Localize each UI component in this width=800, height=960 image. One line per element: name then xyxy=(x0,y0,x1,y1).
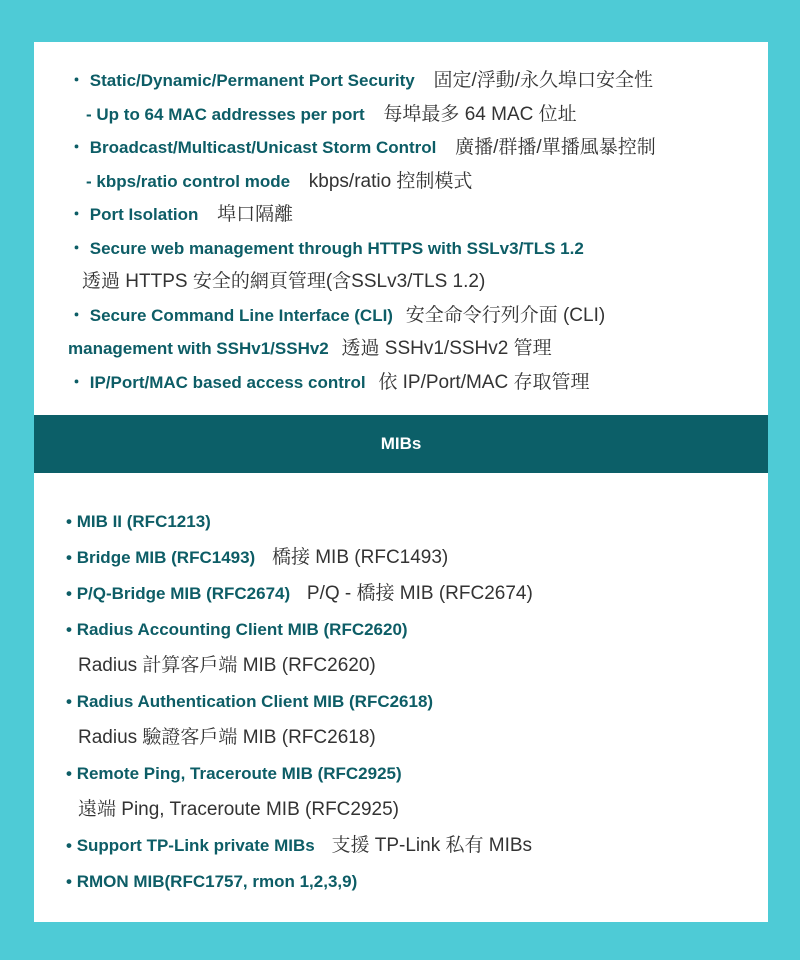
bullet: • xyxy=(66,512,72,531)
list-item xyxy=(34,366,768,400)
bullet: • xyxy=(66,584,72,603)
bullet: - xyxy=(86,171,92,191)
feature-zh: 安全命令行列介面 (CLI) xyxy=(405,304,606,326)
mib-zh: Radius 驗證客戶端 MIB (RFC2618) xyxy=(78,727,376,748)
mib-en: P/Q-Bridge MIB (RFC2674) xyxy=(76,584,291,603)
mib-en: Radius Authentication Client MIB (RFC2618) xyxy=(76,692,434,711)
feature-en: Secure web management through HTTPS with SSLv3/TLS 1.2 xyxy=(89,238,584,258)
mib-list-item xyxy=(34,684,768,720)
bullet: ・ xyxy=(68,138,85,157)
mib-zh: 遠端 Ping, Traceroute MIB (RFC2925) xyxy=(78,799,399,820)
list-item xyxy=(34,64,768,98)
feature-zh: 固定/浮動/永久埠口安全性 xyxy=(433,70,654,91)
list-item xyxy=(34,332,768,366)
bullet: ・ xyxy=(68,372,85,392)
feature-en: Broadcast/Multicast/Unicast Storm Control xyxy=(89,138,437,157)
mib-list-item xyxy=(34,720,768,756)
security-feature-list xyxy=(34,64,768,399)
feature-en: Port Isolation xyxy=(89,205,199,224)
mib-en: RMON MIB(RFC1757, rmon 1,2,3,9) xyxy=(76,872,358,891)
feature-en: management with SSHv1/SSHv2 xyxy=(68,339,329,358)
section-header-mibs: MIBs xyxy=(34,415,768,473)
feature-zh: 廣播/群播/單播風暴控制 xyxy=(455,137,656,158)
content-card xyxy=(34,42,768,922)
mib-zh: P/Q - 橋接 MIB (RFC2674) xyxy=(306,583,533,604)
list-item xyxy=(34,232,768,266)
list-item xyxy=(34,165,768,199)
bullet: ・ xyxy=(68,71,85,90)
bullet: ・ xyxy=(68,305,85,325)
mib-list-item xyxy=(34,828,768,864)
mib-list-item xyxy=(34,540,768,576)
mib-list-item xyxy=(34,792,768,828)
list-item xyxy=(34,299,768,333)
mib-list-item xyxy=(34,576,768,612)
bullet: • xyxy=(66,548,72,567)
mib-en: Remote Ping, Traceroute MIB (RFC2925) xyxy=(76,764,402,783)
mib-zh: Radius 計算客戶端 MIB (RFC2620) xyxy=(78,655,376,676)
bullet: ・ xyxy=(68,205,85,224)
bullet: • xyxy=(66,872,72,891)
mib-list-item xyxy=(34,756,768,792)
feature-en: Secure Command Line Interface (CLI) xyxy=(89,305,393,325)
bullet: • xyxy=(66,620,72,639)
list-item xyxy=(34,265,768,299)
feature-zh: 埠口隔離 xyxy=(217,204,294,225)
bullet: • xyxy=(66,836,72,855)
mib-list-item xyxy=(34,648,768,684)
bullet: ・ xyxy=(68,238,85,258)
mib-list-item xyxy=(34,612,768,648)
mib-en: Bridge MIB (RFC1493) xyxy=(76,548,256,567)
feature-zh: 透過 HTTPS 安全的網頁管理(含SSLv3/TLS 1.2) xyxy=(82,271,486,292)
list-item xyxy=(34,198,768,232)
feature-zh: 依 IP/Port/MAC 存取管理 xyxy=(378,371,590,393)
feature-en: IP/Port/MAC based access control xyxy=(89,372,366,392)
bullet: • xyxy=(66,692,72,711)
feature-en: kbps/ratio control mode xyxy=(96,171,291,191)
mib-en: MIB II (RFC1213) xyxy=(76,512,211,531)
bullet: • xyxy=(66,764,72,783)
mib-list xyxy=(34,504,768,900)
list-item xyxy=(34,131,768,165)
mib-zh: 橋接 MIB (RFC1493) xyxy=(271,547,449,568)
feature-zh: 透過 SSHv1/SSHv2 管理 xyxy=(341,338,552,359)
mib-en: Radius Accounting Client MIB (RFC2620) xyxy=(76,620,408,639)
feature-en: Up to 64 MAC addresses per port xyxy=(96,104,365,124)
bullet: - xyxy=(86,104,92,124)
list-item xyxy=(34,98,768,132)
mib-zh: 支援 TP-Link 私有 MIBs xyxy=(331,835,533,856)
feature-zh: 每埠最多 64 MAC 位址 xyxy=(383,103,577,125)
mib-list-item xyxy=(34,504,768,540)
feature-zh: kbps/ratio 控制模式 xyxy=(308,170,473,192)
mib-list-item xyxy=(34,864,768,900)
feature-en: Static/Dynamic/Permanent Port Security xyxy=(89,71,415,90)
mib-en: Support TP-Link private MIBs xyxy=(76,836,315,855)
